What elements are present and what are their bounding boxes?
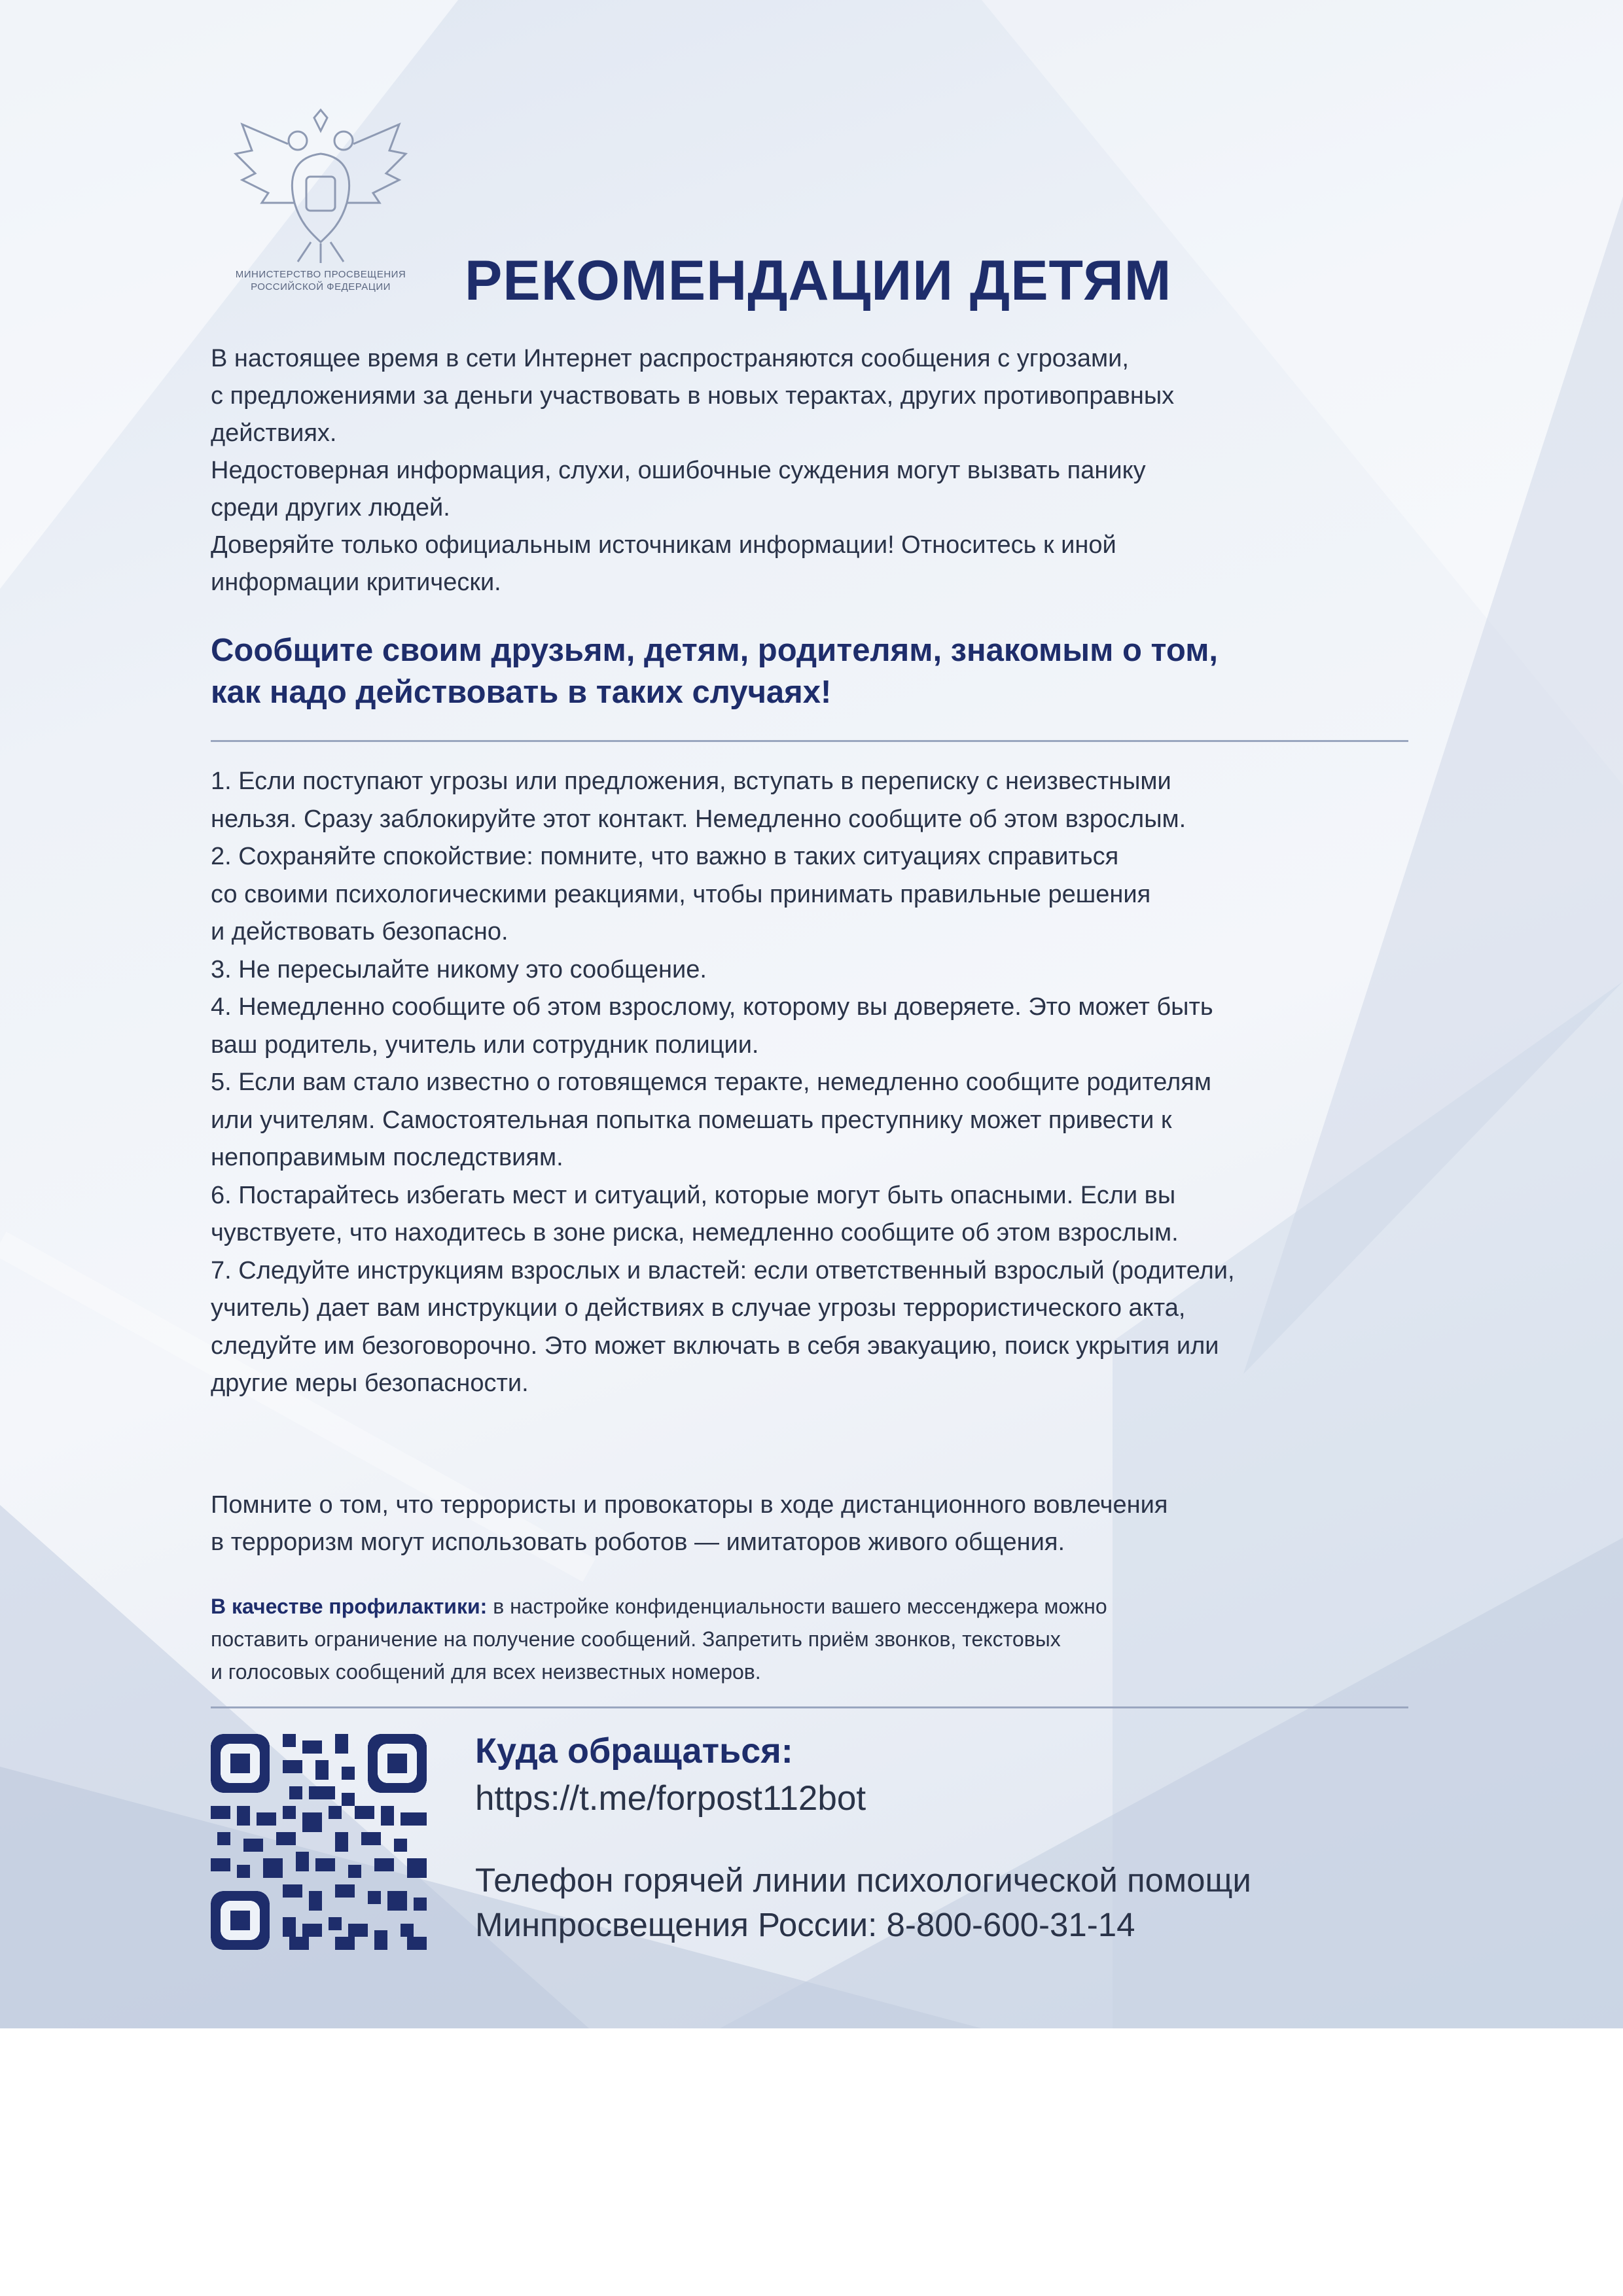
ministry-line-2: РОССИЙСКОЙ ФЕДЕРАЦИИ [251,281,391,292]
list-item: и действовать безопасно. [211,918,508,945]
list-item: 7. Следуйте инструкциям взрослых и властей: если ответственный взрослый (родители, [211,1256,1235,1284]
ministry-name [209,268,432,293]
intro-line: среди других людей. [211,494,450,521]
hotline-line-1: Телефон горячей линии психологической помощи [475,1862,1251,1899]
reminder-text [211,1487,1402,1561]
list-item: учитель) дает вам инструкции о действиях в случае угрозы террористического акта, [211,1294,1186,1322]
reminder-line-1: Помните о том, что террористы и провокаторы в ходе дистанционного вовлечения [211,1491,1168,1519]
list-item: 2. Сохраняйте спокойствие: помните, что важно в таких ситуациях справиться [211,843,1119,870]
callout-line-2: как надо действовать в таких случаях! [211,675,832,710]
list-item: или учителям. Самостоятельная попытка помешать преступнику может привести к [211,1106,1172,1134]
list-item: нельзя. Сразу заблокируйте этот контакт. Немедленно сообщите об этом взрослым. [211,805,1186,833]
reminder-line-2: в терроризм могут использовать роботов — имитаторов живого общения. [211,1528,1065,1556]
intro-line: с предложениями за деньги участвовать в новых терактах, других противоправных [211,382,1175,410]
double-headed-eagle-icon [223,105,419,268]
intro-text [211,340,1402,601]
intro-line: Недостоверная информация, слухи, ошибочные суждения могут вызвать панику [211,457,1146,484]
list-item: со своими психологическими реакциями, чтобы принимать правильные решения [211,880,1151,908]
list-item: другие меры безопасности. [211,1369,529,1397]
prevention-label: В качестве профилактики: [211,1595,488,1618]
prevention-line-2: поставить ограничение на получение сообщений. Запретить приём звонков, текстовых [211,1627,1061,1651]
hotline-info [475,1858,1457,1947]
callout-heading [211,629,1454,713]
contact-title: Куда обращаться: [475,1731,793,1771]
list-item: ваш родитель, учитель или сотрудник полиции. [211,1031,759,1059]
list-item: 4. Немедленно сообщите об этом взрослому, которому вы доверяете. Это может быть [211,993,1213,1021]
list-item: следуйте им безоговорочно. Это может включать в себя эвакуацию, поиск укрытия или [211,1332,1219,1360]
callout-line-1: Сообщите своим друзьям, детям, родителям, знакомым о том, [211,633,1219,668]
ministry-line-1: МИНИСТЕРСТВО ПРОСВЕЩЕНИЯ [235,269,406,280]
list-item: непоправимым последствиям. [211,1144,563,1171]
list-item: 3. Не пересылайте никому это сообщение. [211,955,707,983]
page-title: РЕКОМЕНДАЦИИ ДЕТЯМ [465,249,1172,312]
prevention-text [211,1590,1389,1688]
prevention-line-3: и голосовых сообщений для всех неизвестных номеров. [211,1660,761,1684]
prevention-line-1 [211,1590,1389,1623]
list-item: чувствуете, что находитесь в зоне риска, немедленно сообщите об этом взрослым. [211,1219,1179,1246]
intro-line: В настоящее время в сети Интернет распространяются сообщения с угрозами, [211,345,1129,372]
intro-line: Доверяйте только официальным источникам информации! Относитесь к иной [211,531,1116,559]
divider [211,1706,1408,1708]
divider [211,740,1408,742]
prevention-text-start: в настройке конфиденциальности вашего мессенджера можно [487,1595,1107,1618]
qr-code-icon[interactable] [211,1734,427,1950]
intro-line: действиях. [211,419,337,447]
telegram-bot-link[interactable]: https://t.me/forpost112bot [475,1779,866,1818]
hotline-phone[interactable]: Минпросвещения России: 8-800-600-31-14 [475,1906,1135,1943]
intro-line: информации критически. [211,569,501,596]
list-item: 6. Постарайтесь избегать мест и ситуаций, которые могут быть опасными. Если вы [211,1181,1176,1209]
list-item: 5. Если вам стало известно о готовящемся теракте, немедленно сообщите родителям [211,1069,1211,1096]
list-item: 1. Если поступают угрозы или предложения, вступать в переписку с неизвестными [211,768,1171,795]
recommendation-list [211,763,1428,1403]
